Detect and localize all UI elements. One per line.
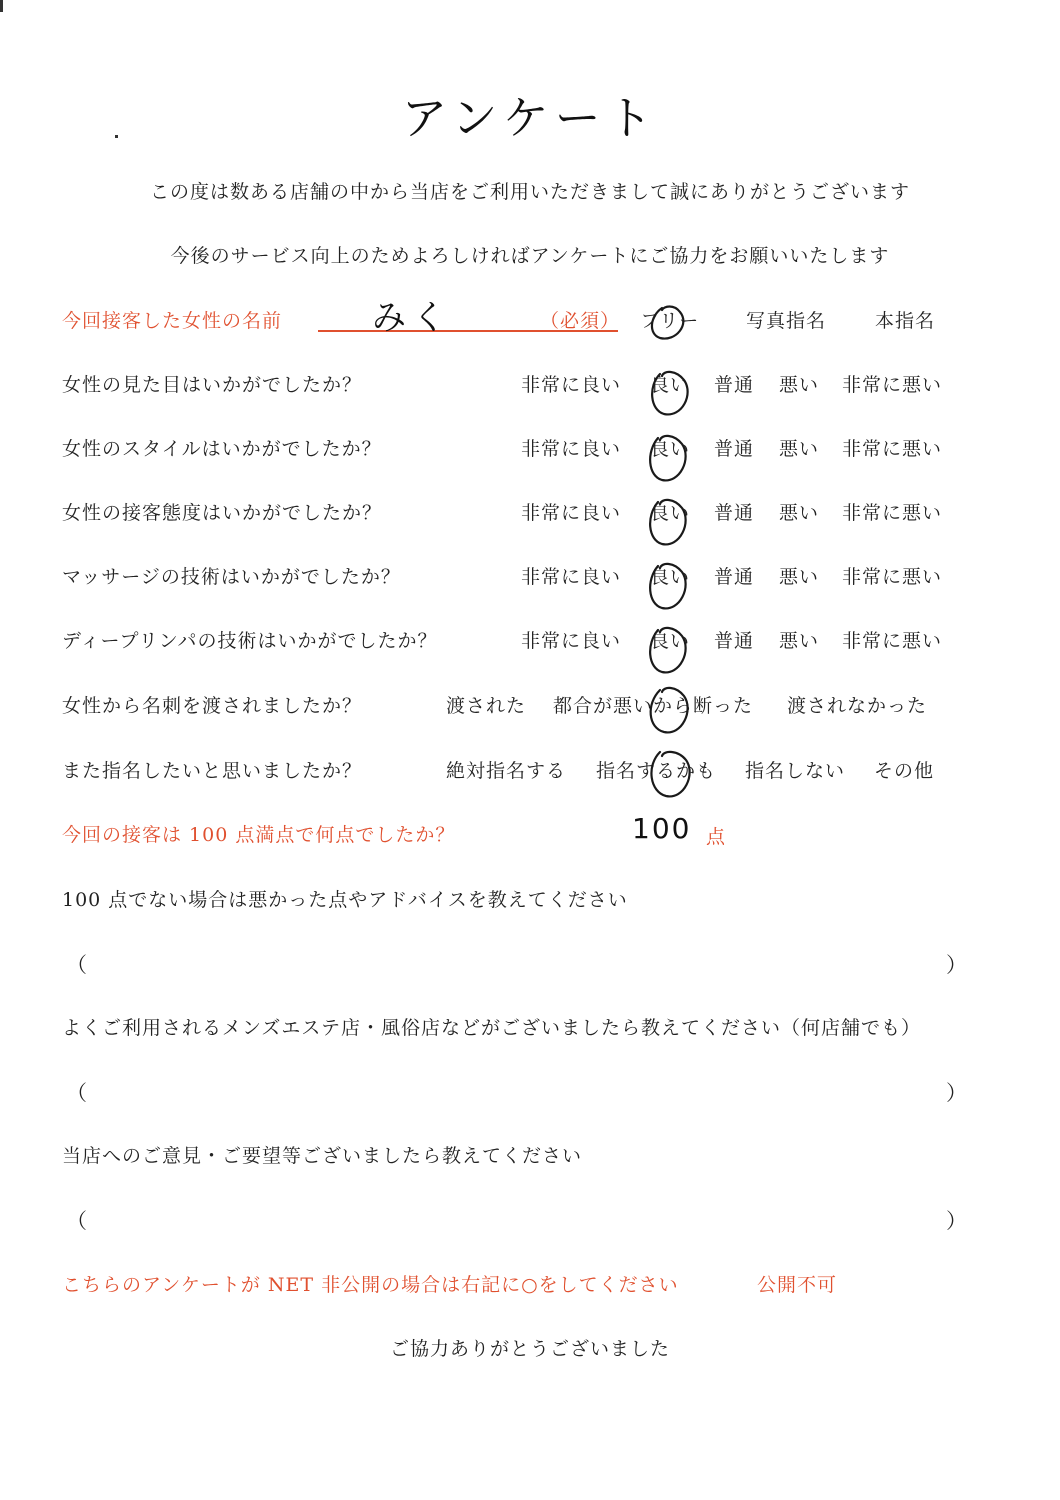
other-shops-close-bracket: ） — [946, 1081, 967, 1105]
name-answer[interactable]: みく — [372, 298, 452, 338]
card-option-declined[interactable]: 都合が悪いから断った — [553, 695, 754, 717]
hand-mark-card-declined — [651, 688, 688, 733]
type-free[interactable]: フリー — [640, 310, 700, 332]
page-title: アンケート — [401, 91, 659, 145]
hand-mark-lymph-good — [650, 628, 686, 673]
rebook-option-definitely[interactable]: 絶対指名する — [446, 760, 567, 782]
hand-mark-type-free — [652, 307, 683, 339]
rating-option-average[interactable]: 普通 — [714, 502, 755, 524]
rating-question-deep-lymph: ディープリンパの技術はいかがでしたか？ — [62, 630, 438, 652]
rating-option-bad[interactable]: 悪い — [779, 438, 820, 460]
rating-question-attitude: 女性の接客態度はいかがでしたか？ — [62, 502, 383, 524]
rating-option-good[interactable]: 良い — [650, 438, 691, 460]
rating-option-very-bad[interactable]: 非常に悪い — [842, 438, 943, 460]
intro-line-2: 今後のサービス向上のためよろしければアンケートにご協力をお願いいたします — [170, 245, 890, 267]
hand-mark-massage-good — [650, 564, 686, 609]
rating-option-average[interactable]: 普通 — [714, 374, 755, 396]
rating-question-style: 女性のスタイルはいかがでしたか？ — [62, 438, 382, 460]
hand-mark-rebook-maybe — [651, 752, 689, 797]
rating-option-bad[interactable]: 悪い — [779, 502, 820, 524]
rebook-option-no[interactable]: 指名しない — [745, 760, 846, 782]
score-answer[interactable]: 100 — [632, 812, 692, 845]
rating-option-average[interactable]: 普通 — [714, 630, 755, 652]
rating-option-good[interactable]: 良い — [650, 374, 691, 396]
opinion-question-label: 当店へのご意見・ご要望等ございましたら教えてください — [62, 1145, 583, 1167]
rating-option-bad[interactable]: 悪い — [779, 630, 820, 652]
rating-option-average[interactable]: 普通 — [714, 438, 755, 460]
score-question-label: 今回の接客は 100 点満点で何点でしたか？ — [62, 824, 456, 846]
hand-mark-style-good — [650, 436, 686, 481]
rating-option-very-bad[interactable]: 非常に悪い — [842, 630, 943, 652]
name-question-label: 今回接客した女性の名前 — [62, 310, 283, 332]
advice-close-bracket: ） — [946, 953, 967, 977]
score-unit: 点 — [706, 826, 727, 848]
rating-option-bad[interactable]: 悪い — [779, 374, 820, 396]
rating-option-average[interactable]: 普通 — [714, 566, 755, 588]
rating-option-good[interactable]: 良い — [650, 630, 691, 652]
net-notice-label: こちらのアンケートが NET 非公開の場合は右記に○をしてください — [62, 1274, 679, 1296]
rating-option-very-good[interactable]: 非常に良い — [521, 502, 622, 524]
net-private-option[interactable]: 公開不可 — [757, 1274, 838, 1296]
opinion-close-bracket: ） — [946, 1209, 967, 1233]
paper-edge-mark — [0, 0, 3, 12]
rating-option-very-bad[interactable]: 非常に悪い — [842, 566, 943, 588]
intro-line-1: この度は数ある店舗の中から当店をご利用いただきまして誠にありがとうございます — [149, 181, 910, 203]
advice-question-label: 100 点でない場合は悪かった点やアドバイスを教えてください — [62, 889, 628, 911]
rebook-option-maybe[interactable]: 指名するかも — [596, 760, 717, 782]
rebook-question-label: また指名したいと思いましたか？ — [62, 760, 363, 782]
advice-open-bracket: （ — [66, 953, 87, 977]
hand-mark-attitude-good — [650, 500, 686, 545]
type-main-nomination[interactable]: 本指名 — [875, 310, 936, 332]
rating-question-massage: マッサージの技術はいかがでしたか？ — [62, 566, 401, 588]
card-question-label: 女性から名刺を渡されましたか？ — [62, 695, 363, 717]
rating-option-very-good[interactable]: 非常に良い — [521, 438, 622, 460]
rating-option-very-good[interactable]: 非常に良い — [521, 374, 622, 396]
card-option-not-received[interactable]: 渡されなかった — [787, 695, 928, 717]
rating-option-very-good[interactable]: 非常に良い — [521, 630, 622, 652]
other-shops-question-label: よくご利用されるメンズエステ店・風俗店などがございましたら教えてください（何店舗でも） — [62, 1017, 922, 1039]
rating-question-looks: 女性の見た目はいかがでしたか？ — [62, 374, 363, 396]
rating-option-good[interactable]: 良い — [650, 566, 691, 588]
hand-mark-looks-good — [650, 372, 691, 415]
other-shops-open-bracket: （ — [66, 1081, 87, 1105]
rating-option-very-good[interactable]: 非常に良い — [521, 566, 622, 588]
rebook-option-other[interactable]: その他 — [874, 760, 935, 782]
rating-option-very-bad[interactable]: 非常に悪い — [842, 502, 943, 524]
closing-message: ご協力ありがとうございました — [389, 1338, 670, 1360]
opinion-open-bracket: （ — [66, 1209, 87, 1233]
card-option-received[interactable]: 渡された — [446, 695, 527, 717]
rating-option-good[interactable]: 良い — [650, 502, 691, 524]
rating-option-very-bad[interactable]: 非常に悪い — [842, 374, 943, 396]
type-photo-nomination[interactable]: 写真指名 — [746, 310, 827, 332]
paper-speck — [115, 135, 118, 138]
required-tag: （必須） — [540, 310, 621, 332]
rating-option-bad[interactable]: 悪い — [779, 566, 820, 588]
